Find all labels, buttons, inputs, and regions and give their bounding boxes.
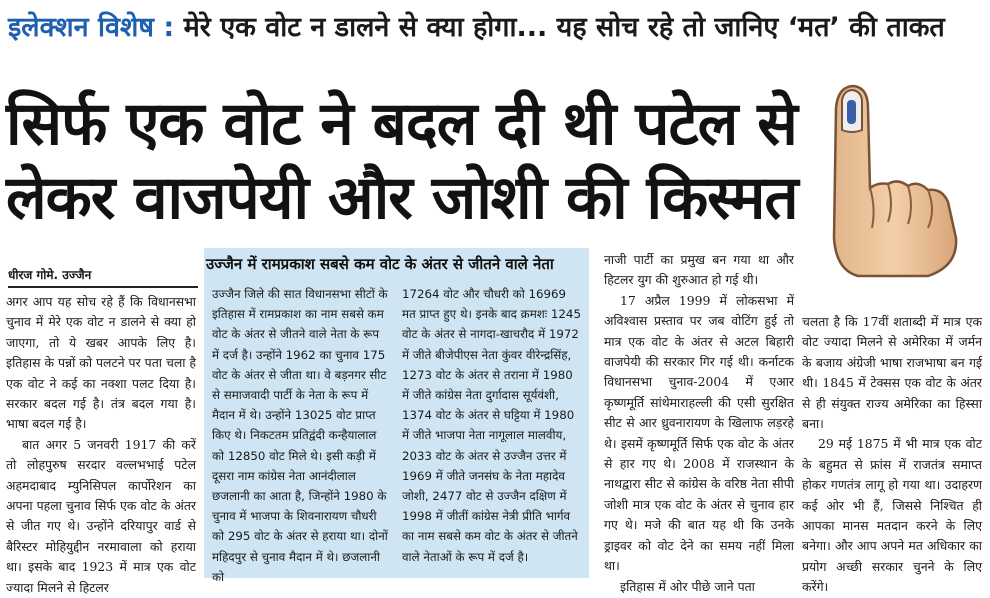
- headline-line-2: लेकर वाजपेयी और जोशी की किस्मत: [6, 163, 798, 233]
- article-column-1: [6, 292, 196, 595]
- column-1-paragraph-2: बात अगर 5 जनवरी 1917 की करें तो लोहपुरुष सरदार वल्लभभाई पटेल अहमदाबाद म्युनिसिपल कार्पोरेशन का अपना पहला चुनाव सिर्फ एक वोट के अंतर से जीत गए थे। उन्होंने दरियापुर वार्ड से बैरिस्टर मोहियुद्दीन नरमावाला को हराया था। इसके बाद 1923 में मात्र एक वोट ज्यादा मिलने से हिटलर: [6, 436, 196, 595]
- column-4-paragraph-3: इतिहास में ओर पीछे जाने पता: [620, 578, 755, 594]
- kicker: [8, 8, 982, 48]
- column-4-paragraph-1: नाजी पार्टी का प्रमुख बन गया था और हिटलर युग की शुरुआत हो गई थी।: [604, 252, 794, 288]
- column-1-paragraph-1: अगर आप यह सोच रहे हैं कि विधानसभा चुनाव में मेरे एक वोट न डालने से क्या हो जाएगा, तो ये खबर आपके लिए है। इतिहास के पन्नों को पलटने पर पता चला है एक वोट ने कई का नक्शा पलट दिया है। सरकार बदल गई है। तंत्र बदल गया है। भाषा बदल गई है।: [6, 294, 196, 432]
- info-box-column-2: [402, 284, 582, 576]
- kicker-text: मेरे एक वोट न डालने से क्या होगा... यह सोच रहे तो जानिए ‘मत’ की ताकत: [183, 12, 945, 43]
- article-column-5: [802, 312, 982, 595]
- info-box-column-1: [212, 284, 388, 584]
- info-box-column-1-text: उज्जैन जिले की सात विधानसभा सीटों के इतिहास में रामप्रकाश का नाम सबसे कम वोट के अंतर से जीतने वाले नेता के रूप में दर्ज है। उन्होंने 1962 का चुनाव 175 वोट के अंतर से जीता था। वे बड़नगर सीट से समाजवादी पार्टी के नेता के रूप में मैदान में थे। उन्होंने 13025 वोट प्राप्त किए थे। निकटतम प्रतिद्वंदी कन्हैयालाल को 12850 वोट मिले थे। इसी कड़ी में दूसरा नाम कांग्रेस नेता आनंदीलाल छजलानी का आता है, जिन्होंने 1980 के चुनाव में भाजपा के शिवनारायण चौधरी को 295 वोट के अंतर से हराया था। दोनों महिदपुर से चुनाव मैदान में थे। छजलानी को: [212, 287, 388, 584]
- inked-voting-finger-icon: [818, 78, 980, 278]
- column-5-paragraph-2: 29 मई 1875 में भी मात्र एक वोट के बहुमत से फ्रांस में राजतंत्र समाप्त होकर गणतंत्र लागू हो गया था। उदाहरण कई ओर भी हैं, जिससे निश्चित ही आपका मानस मतदान करने के लिए बनेगा। और आप अपने मत अधिकार का प्रयोग अच्छी सरकार चुनने के लिए करेंगे।: [802, 436, 982, 595]
- byline-rule: [8, 286, 198, 288]
- kicker-label: इलेक्शन विशेष :: [8, 12, 175, 43]
- info-box-title: उज्जैन में रामप्रकाश सबसे कम वोट के अंतर से जीतने वाले नेता: [206, 255, 554, 273]
- byline: धीरज गोमे. उज्जैन: [8, 268, 92, 282]
- column-5-paragraph-1: चलता है कि 17वीं शताब्दी में मात्र एक वोट ज्यादा मिलने से अमेरिका में जर्मन के बजाय अंग्रेजी भाषा राजभाषा बन गई थी। 1845 में टेक्सस एक वोट के अंतर से ही संयुक्त राज्य अमेरिका का हिस्सा बना।: [802, 314, 982, 432]
- headline-line-1: सिर्फ एक वोट ने बदल दी थी पटेल से: [6, 89, 797, 159]
- column-4-paragraph-2: 17 अप्रैल 1999 में लोकसभा में अविश्वास प्रस्ताव पर जब वोटिंग हुई तो मात्र एक वोट के अंतर से अटल बिहारी वाजपेयी की सरकार गिर गई थी। कर्नाटक विधानसभा चुनाव-2004 में एआर कृष्णमूर्ति सांथेमाराहल्ली की एसी सुरक्षित सीट से आर ध्रुवनारायण के खिलाफ लड़रहे थे। इसमें कृष्णमूर्ति सिर्फ एक वोट के अंतर से हार गए थे। 2008 में राजस्थान के नाथद्वारा सीट से कांग्रेस के वरिष्ठ नेता सीपी जोशी मात्र एक वोट के अंतर से चुनाव हार गए थे। मजे की बात यह थी कि उनके ड्राइवर को वोट देने का समय नहीं मिला था।: [604, 292, 794, 574]
- info-box-column-2-text: 17264 वोट और चौधरी को 16969 मत प्राप्त हुए थे। इनके बाद क्रमशः 1245 वोट के अंतर से नागदा-खाचरौद में 1972 में जीते बीजेपीएस नेता कुंवर वीरेन्द्रसिंह, 1273 वोट के अंतर से तराना में 1980 में जीते कांग्रेस नेता दुर्गादास सूर्यवंशी, 1374 वोट के अंतर से घट्टिया में 1980 में जीते भाजपा नेता नागूलाल मालवीय, 2033 वोट के अंतर से उज्जैन उत्तर में 1969 में जीते जनसंघ के नेता महादेव जोशी, 2477 वोट से उज्जैन दक्षिण में 1998 में जीतीं कांग्रेस नेत्री प्रीति भार्गव का नाम सबसे कम वोट के अंतर से जीतने वाले नेताओं के रूप में दर्ज है।: [402, 287, 581, 564]
- article-column-4: [604, 250, 794, 594]
